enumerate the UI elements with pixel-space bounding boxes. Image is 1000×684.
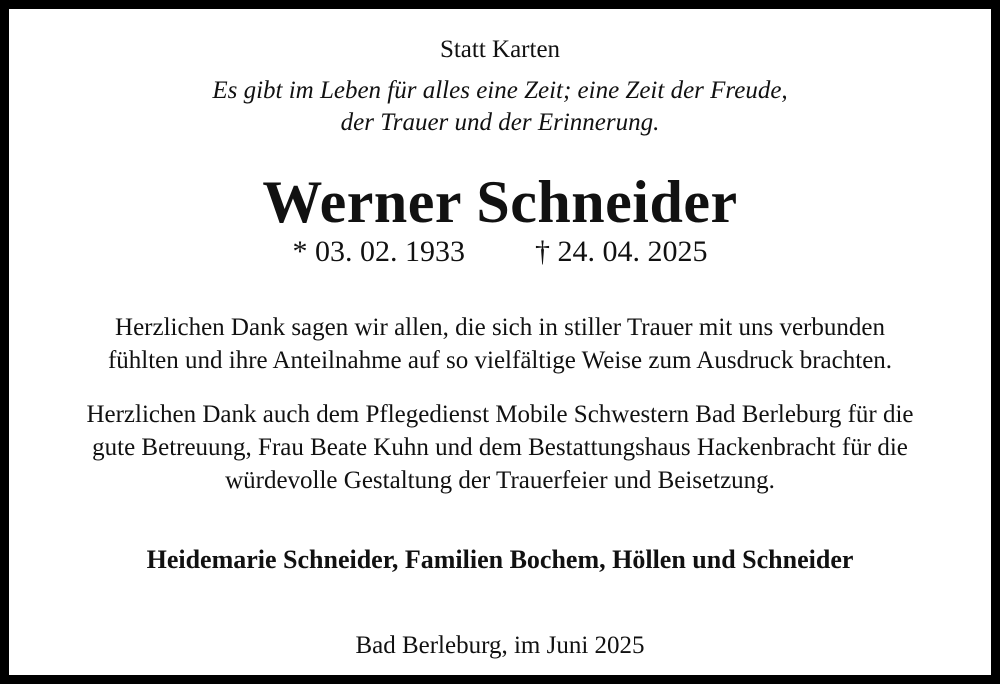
signature: Heidemarie Schneider, Familien Bochem, Höllen und Schneider bbox=[146, 545, 854, 574]
quote-line-1: Es gibt im Leben für alles eine Zeit; eine Zeit der Freude, bbox=[212, 77, 788, 104]
quote-line-2: der Trauer und der Erinnerung. bbox=[340, 109, 660, 136]
place-date: Bad Berleburg, im Juni 2025 bbox=[355, 632, 645, 659]
quote bbox=[9, 75, 991, 139]
death-date: † 24. 04. 2025 bbox=[535, 235, 708, 268]
header-text: Statt Karten bbox=[439, 36, 561, 63]
birth-date: * 03. 02. 1933 bbox=[292, 235, 465, 268]
thanks-paragraph-1-line: fühlten und ihre Anteilnahme auf so vielfältige Weise zum Ausdruck brachten. bbox=[107, 347, 893, 374]
life-dates bbox=[9, 233, 991, 271]
thanks-paragraph-1 bbox=[9, 311, 991, 377]
deceased-name: Werner Schneider bbox=[262, 169, 738, 235]
thanks-paragraph-2 bbox=[9, 398, 991, 497]
thanks-paragraph-2-line: würdevolle Gestaltung der Trauerfeier und Beisetzung. bbox=[225, 467, 775, 494]
thanks-paragraph-2-line: Herzlichen Dank auch dem Pflegedienst Mobile Schwestern Bad Berleburg für die bbox=[86, 401, 914, 428]
thanks-paragraph-1-line: Herzlichen Dank sagen wir allen, die sich in stiller Trauer mit uns verbunden bbox=[115, 314, 885, 341]
thanks-paragraph-2-line: gute Betreuung, Frau Beate Kuhn und dem Bestattungshaus Hackenbracht für die bbox=[92, 434, 908, 461]
